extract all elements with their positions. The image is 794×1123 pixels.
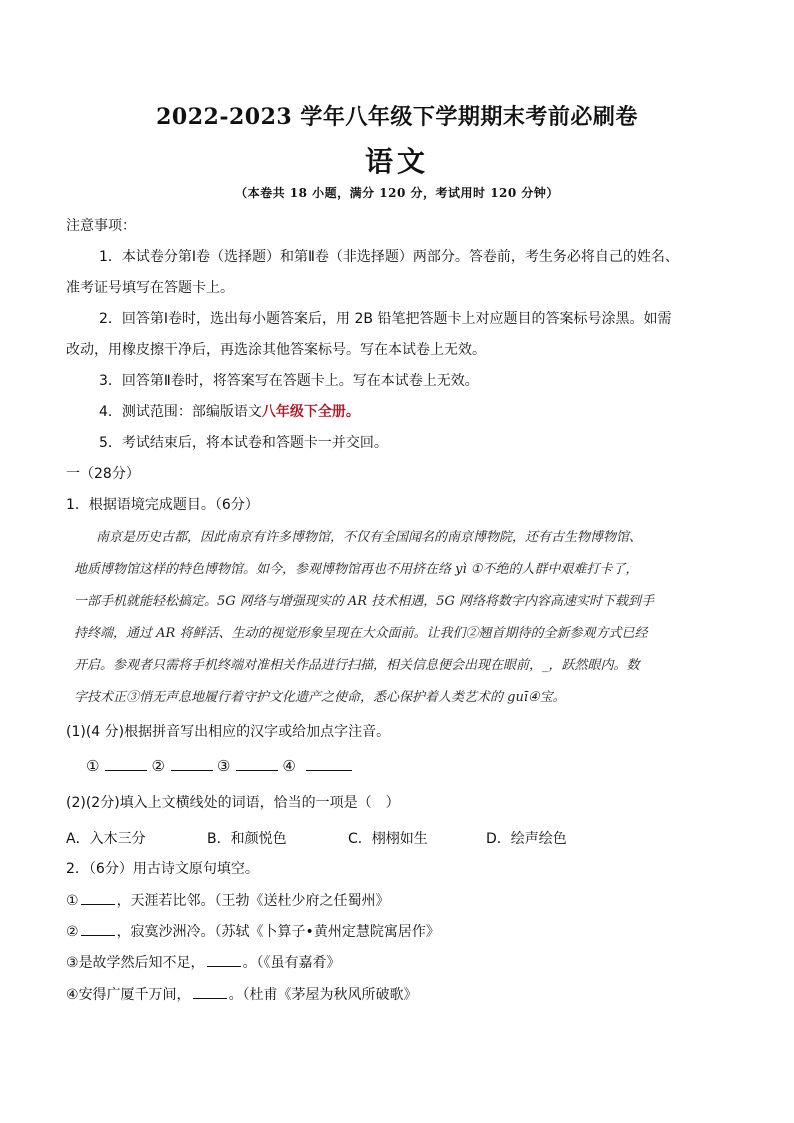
q1-sub2: (2)(2分)填入上文横线处的词语，恰当的一项是（ ） [66, 795, 400, 811]
q1-sub1: (1)(4 分)根据拼音写出相应的汉字或给加点字注音。 [66, 724, 391, 740]
q1-passage-line: 开启。参观者只需将手机终端对准相关作品进行扫描，相关信息便会出现在眼前，_，跃然眼内。数 [74, 658, 640, 673]
q2-line-3 [66, 953, 341, 973]
answer-blank[interactable] [306, 756, 352, 771]
q2-line-2 [66, 922, 440, 942]
line-mark: ③ [66, 955, 79, 971]
line-text: 。（杜甫《茅屋为秋风所破歌》 [228, 987, 418, 1003]
answer-blank[interactable] [236, 756, 278, 771]
line-text: 是故学然后知不足， [78, 955, 205, 971]
notice-heading: 注意事项： [66, 218, 136, 234]
exam-meta: （本卷共 18 小题，满分 120 分，考试用时 120 分钟） [235, 186, 559, 200]
blank-mark: ④ [282, 757, 296, 775]
line-mark: ① [66, 893, 79, 909]
q1-passage-line: 一部手机就能轻松搞定。5G 网络与增强现实的 AR 技术相遇，5G 网络将数字内容高速实时下载到手 [74, 594, 655, 609]
section-1-heading: 一（28分） [66, 466, 140, 482]
line-mark: ② [66, 924, 79, 940]
q2-line-4 [66, 985, 418, 1005]
q2-stem: 2．（6分）用古诗文原句填空。 [66, 861, 259, 877]
option-d[interactable]: D．绘声绘色 [486, 831, 567, 847]
answer-blank[interactable] [171, 756, 213, 771]
notice-5: 5．考试结束后，将本试卷和答题卡一并交回。 [99, 435, 388, 451]
option-b[interactable]: B．和颜悦色 [207, 831, 287, 847]
notice-1b: 准考证号填写在答题卡上。 [66, 280, 234, 296]
blank-mark: ② [151, 757, 165, 775]
notice-1a: 1．本试卷分第Ⅰ卷（选择题）和第Ⅱ卷（非选择题）两部分。答卷前，考生务必将自己的姓名、 [99, 249, 679, 265]
notice-4-highlight: 八年级下全册。 [261, 404, 360, 420]
q1-passage-line: 南京是历史古都，因此南京有许多博物馆，不仅有全国闻名的南京博物院，还有古生物博物馆、 [96, 530, 643, 545]
q2-line-1 [66, 891, 390, 911]
option-a[interactable]: A．入木三分 [66, 831, 146, 847]
line-mark: ④ [66, 987, 79, 1003]
answer-blank[interactable] [193, 986, 227, 999]
exam-subject: 语文 [364, 145, 429, 178]
answer-blank[interactable] [207, 954, 241, 967]
notice-3: 3．回答第Ⅱ卷时，将答案写在答题卡上。写在本试卷上无效。 [99, 373, 479, 389]
line-text: 。（《虽有嘉肴》 [242, 955, 341, 971]
notice-4 [99, 402, 360, 422]
blank-mark: ① [86, 757, 100, 775]
q1-stem: 1．根据语境完成题目。（6分） [66, 497, 259, 513]
q1-blank-row [86, 756, 356, 775]
q1-passage-line: 字技术正③悄无声息地履行着守护文化遗产之使命，悉心保护着人类艺术的 guī④宝。 [74, 690, 566, 705]
blank-mark: ③ [216, 757, 231, 775]
line-text: ，寂寞沙洲冷。（苏轼《卜算子•黄州定慧院寓居作》 [116, 924, 440, 940]
line-text: 安得广厦千万间， [78, 987, 191, 1003]
notice-4-prefix: 4．测试范围：部编版语文 [99, 404, 262, 420]
q1-passage-line: 持终端，通过 AR 将鲜活、生动的视觉形象呈现在大众面前。让我们②翘首期待的全新参观方式已经 [74, 626, 648, 641]
answer-blank[interactable] [81, 923, 115, 936]
notice-2b: 改动，用橡皮擦干净后，再选涂其他答案标号。写在本试卷上无效。 [66, 342, 486, 358]
answer-blank[interactable] [105, 756, 147, 771]
exam-title: 2022-2023 学年八年级下学期期末考前必刷卷 [156, 104, 638, 130]
notice-2a: 2．回答第Ⅰ卷时，选出每小题答案后，用 2B 铅笔把答题卡上对应题目的答案标号涂黑。如需 [99, 311, 672, 327]
q1-passage-line: 地质博物馆这样的特色博物馆。如今，参观博物馆再也不用挤在络 yì ①不绝的人群中艰难打卡了， [74, 562, 639, 577]
line-text: ，天涯若比邻。（王勃《送杜少府之任蜀州》 [116, 893, 390, 909]
answer-blank[interactable] [81, 892, 115, 905]
option-c[interactable]: C．栩栩如生 [348, 831, 428, 847]
